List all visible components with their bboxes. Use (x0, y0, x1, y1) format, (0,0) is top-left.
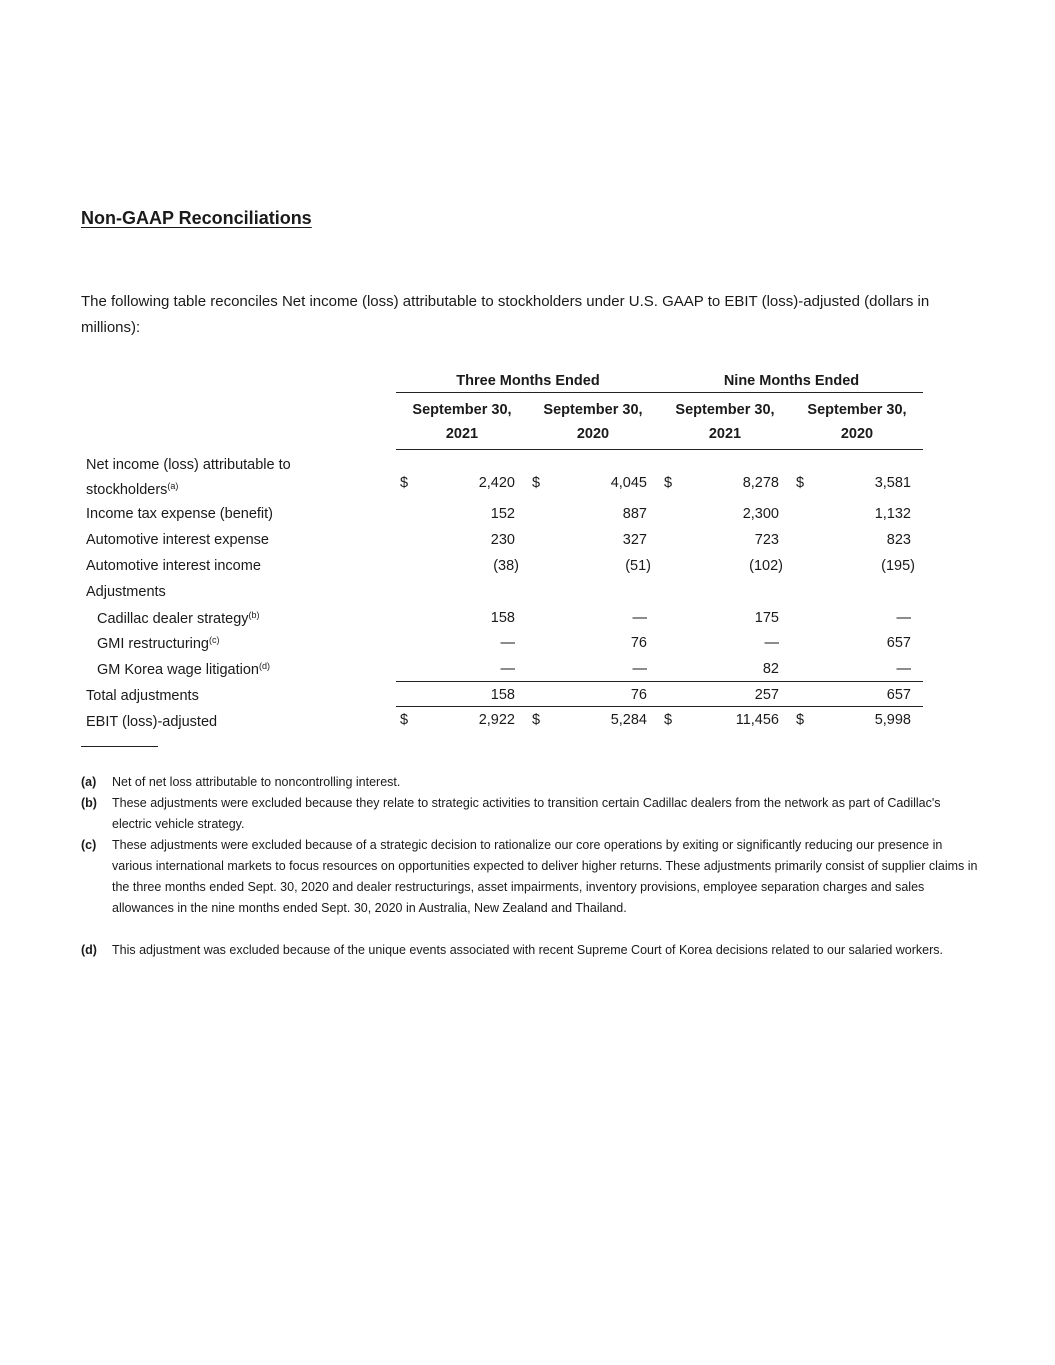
column-header: September 30, 2020 (543, 402, 643, 442)
cell-value: 723 (754, 532, 779, 548)
cell-value: 158 (490, 610, 515, 626)
cell-value: 158 (490, 687, 515, 703)
cell-value: 11,456 (735, 712, 779, 728)
cell-value: (51) (625, 558, 651, 574)
group-header-nine-months: Nine Months Ended (723, 373, 860, 389)
header-rule (396, 449, 923, 450)
cell-value: 230 (490, 532, 515, 548)
cell-value: 76 (630, 635, 647, 651)
row-label: Net income (loss) attributable to (86, 457, 291, 473)
cell-value: 887 (622, 506, 647, 522)
subtotal-rule (396, 681, 923, 682)
group-header-three-months: Three Months Ended (456, 373, 600, 389)
group-underline (660, 392, 923, 393)
row-label: Adjustments (86, 584, 166, 600)
cell-value: 152 (490, 506, 515, 522)
cell-value: 823 (886, 532, 911, 548)
row-label: Automotive interest expense (86, 532, 269, 548)
footnote-tag: (c) (81, 838, 97, 852)
row-label: Income tax expense (benefit) (86, 506, 273, 522)
cell-value: (195) (881, 558, 915, 574)
cell-value: 175 (754, 610, 779, 626)
cell-value: 8,278 (742, 475, 779, 491)
footnote-text: These adjustments were excluded because they relate to strategic activities to transition certain Cadillac dealers from the network as part of Cadillac's electric vehicle strategy. (112, 796, 941, 831)
cell-value: — (764, 635, 779, 651)
currency-symbol: $ (532, 712, 541, 728)
cell-value: 257 (754, 687, 779, 703)
cell-value: — (632, 661, 647, 677)
cell-value: — (632, 610, 647, 626)
currency-symbol: $ (664, 712, 673, 728)
row-label: Cadillac dealer strategy$^{(b)}$ (97, 610, 260, 627)
footnote-tag: (a) (81, 775, 97, 789)
cell-value: — (896, 610, 911, 626)
cell-value: 5,284 (610, 712, 647, 728)
row-label: Automotive interest income (86, 558, 261, 574)
cell-value: — (500, 635, 515, 651)
row-label: EBIT (loss)-adjusted (86, 714, 218, 730)
intro-paragraph: The following table reconciles Net income (loss) attributable to stockholders under U.S. GAAP to EBIT (loss)-adjusted (dollars in millions): (81, 293, 930, 336)
footnote-text: Net of net loss attributable to noncontrolling interest. (112, 775, 401, 789)
row-label: Total adjustments (86, 688, 199, 704)
currency-symbol: $ (532, 475, 541, 491)
currency-symbol: $ (400, 712, 409, 728)
row-label: stockholders$^{(a)}$ (86, 481, 179, 498)
cell-value: — (500, 661, 515, 677)
column-header: September 30, 2020 (807, 402, 907, 442)
footnote-text: These adjustments were excluded because of a strategic decision to rationalize our core operations by exiting or significantly reducing our presence in various international markets to focus resources on opportunities expected to deliver higher returns. These adjustments primarily consist of supplier claims in the three months ended Sept. 30, 2020 and dealer restructurings, asset impairments, inventory provisions, employee separation charges and sales allowances in the nine months ended Sept. 30, 2020 in Australia, New Zealand and Thailand. (112, 838, 978, 915)
cell-value: 3,581 (874, 475, 911, 491)
cell-value: 2,300 (742, 506, 779, 522)
cell-value: 327 (622, 532, 647, 548)
group-underline (396, 392, 660, 393)
total-rule (396, 706, 923, 707)
row-label: GMI restructuring$^{(c)}$ (97, 635, 220, 652)
currency-symbol: $ (796, 475, 805, 491)
currency-symbol: $ (400, 475, 409, 491)
footnote-text: This adjustment was excluded because of the unique events associated with recent Supreme Court of Korea decisions related to our salaried workers. (112, 943, 944, 957)
column-header: September 30, 2021 (412, 402, 512, 442)
cell-value: 76 (630, 687, 647, 703)
cell-value: (102) (749, 558, 783, 574)
cell-value: 2,922 (478, 712, 515, 728)
cell-value: 5,998 (874, 712, 911, 728)
currency-symbol: $ (664, 475, 673, 491)
cell-value: 657 (886, 635, 911, 651)
cell-value: (38) (493, 558, 519, 574)
cell-value: — (896, 661, 911, 677)
page-title: Non-GAAP Reconciliations (81, 208, 312, 228)
cell-value: 4,045 (610, 475, 647, 491)
cell-value: 2,420 (478, 475, 515, 491)
column-header: September 30, 2021 (675, 402, 775, 442)
footnote-separator (81, 746, 158, 747)
cell-value: 1,132 (874, 506, 911, 522)
footnote-tag: (b) (81, 796, 97, 810)
currency-symbol: $ (796, 712, 805, 728)
cell-value: 82 (762, 661, 779, 677)
cell-value: 657 (886, 687, 911, 703)
footnote-tag: (d) (81, 943, 97, 957)
row-label: GM Korea wage litigation$^{(d)}$ (97, 661, 270, 678)
